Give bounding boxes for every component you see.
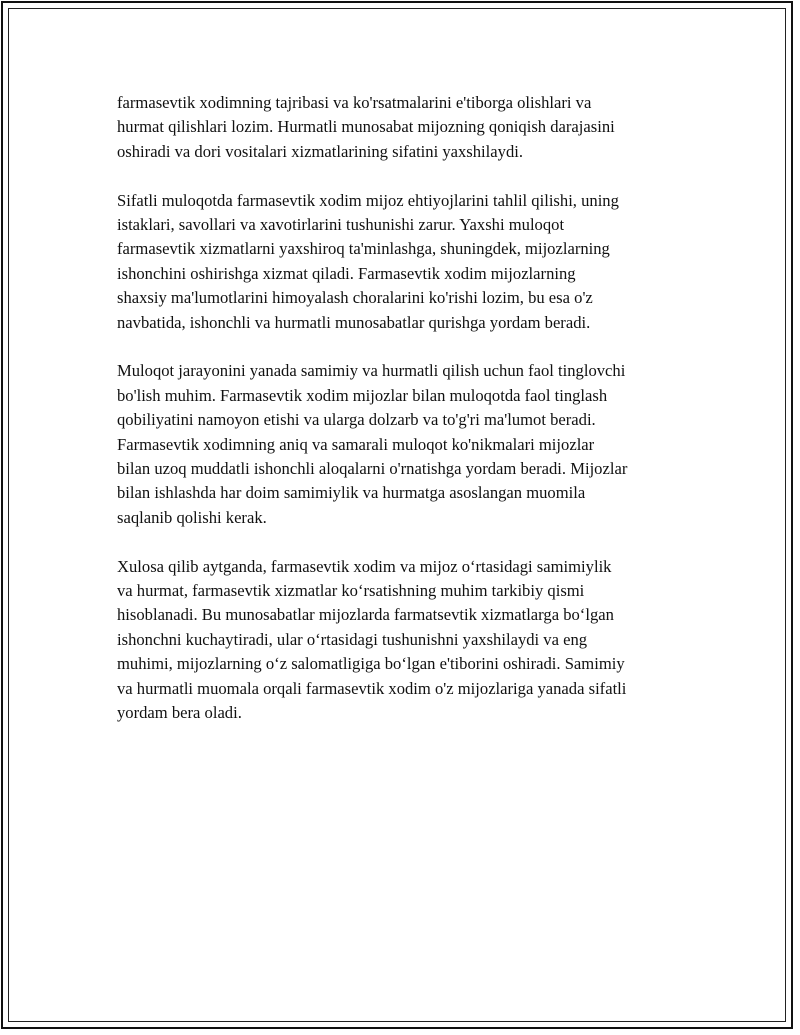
paragraph-1: [117, 91, 697, 164]
text-line: Muloqot jarayonini yanada samimiy va hurmatli qilish uchun faol tinglovchi: [117, 361, 626, 381]
text-line: ishonchni kuchaytiradi, ular o‘rtasidagi tushunishni yaxshilaydi va eng: [117, 629, 588, 649]
text-line: hisoblanadi. Bu munosabatlar mijozlarda farmatsevtik xizmatlarga bo‘lgan: [117, 605, 614, 625]
text-line: shaxsiy ma'lumotlarini himoyalash choralarini ko'rishi lozim, bu esa o'z: [117, 288, 593, 308]
paragraph-2: [117, 189, 697, 335]
paragraph-3: [117, 359, 697, 530]
text-line: Sifatli muloqotda farmasevtik xodim mijoz ehtiyojlarini tahlil qilishi, uning: [117, 190, 619, 210]
text-line: Xulosa qilib aytganda, farmasevtik xodim va mijoz o‘rtasidagi samimiylik: [117, 556, 612, 576]
text-line: bo'lish muhim. Farmasevtik xodim mijozlar bilan muloqotda faol tinglash: [117, 385, 608, 405]
document-body: [117, 91, 697, 750]
text-line: istaklari, savollari va xavotirlarini tushunishi zarur. Yaxshi muloqot: [117, 215, 565, 235]
text-line: qobiliyatini namoyon etishi va ularga dolzarb va to'g'ri ma'lumot beradi.: [117, 410, 596, 430]
text-line: farmasevtik xizmatlarni yaxshiroq ta'minlashga, shuningdek, mijozlarning: [117, 239, 610, 259]
text-line: yordam bera oladi.: [117, 703, 242, 723]
text-line: Farmasevtik xodimning aniq va samarali muloqot ko'nikmalari mijozlar: [117, 434, 595, 454]
text-line: va hurmatli muomala orqali farmasevtik xodim o'z mijozlariga yanada sifatli: [117, 678, 627, 698]
paragraph-4: [117, 555, 697, 726]
text-line: saqlanib qolishi kerak.: [117, 507, 267, 527]
text-line: farmasevtik xodimning tajribasi va ko'rsatmalarini e'tiborga olishlari va: [117, 93, 592, 112]
text-line: bilan uzoq muddatli ishonchli aloqalarni o'rnatishga yordam beradi. Mijozlar: [117, 459, 628, 479]
text-line: muhimi, mijozlarning o‘z salomatligiga bo‘lgan e'tiborini oshiradi. Samimiy: [117, 654, 625, 674]
text-line: oshiradi va dori vositalari xizmatlarining sifatini yaxshilaydi.: [117, 141, 523, 161]
text-line: va hurmat, farmasevtik xizmatlar ko‘rsatishning muhim tarkibiy qismi: [117, 581, 585, 601]
text-line: bilan ishlashda har doim samimiylik va hurmatga asoslangan muomila: [117, 483, 586, 503]
text-line: ishonchini oshirishga xizmat qiladi. Farmasevtik xodim mijozlarning: [117, 263, 576, 283]
text-line: hurmat qilishlari lozim. Hurmatli munosabat mijozning qoniqish darajasini: [117, 117, 615, 137]
text-line: navbatida, ishonchli va hurmatli munosabatlar qurishga yordam beradi.: [117, 312, 591, 332]
